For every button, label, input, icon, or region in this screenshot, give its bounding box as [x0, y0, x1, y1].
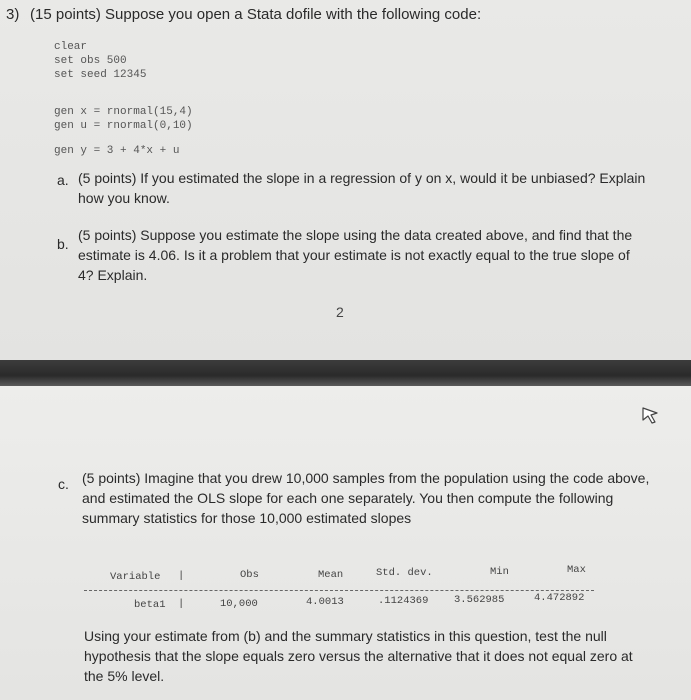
- part-b-text: [78, 225, 632, 285]
- part-c-text: [82, 468, 649, 528]
- table-separator-line: [84, 590, 594, 591]
- mouse-pointer-icon: [640, 404, 662, 426]
- code-line-5: gen u = rnormal(0,10): [54, 120, 193, 132]
- part-c-label: c.: [58, 476, 69, 492]
- part-b-label: b.: [57, 236, 69, 252]
- table-header-min: Min: [490, 566, 509, 578]
- question-number: 3): [6, 6, 20, 23]
- part-b-line-3: 4? Explain.: [78, 267, 148, 283]
- part-b-line-2: estimate is 4.06. Is it a problem that your estimate is not exactly equal to the true slope of: [78, 247, 630, 263]
- table-cell-std-dev: .1124369: [378, 595, 429, 607]
- part-a-label: a.: [57, 172, 69, 188]
- part-c-line-2: and estimated the OLS slope for each one separately. You then compute the following: [82, 490, 614, 506]
- table-header-obs: Obs: [240, 569, 259, 581]
- closing-line-2: hypothesis that the slope equals zero versus the alternative that it does not equal zero at: [84, 648, 633, 664]
- code-line-3: set seed 12345: [54, 69, 147, 81]
- table-cell-variable: beta1: [134, 599, 166, 611]
- closing-line-3: the 5% level.: [84, 668, 165, 684]
- closing-text: [84, 626, 633, 686]
- page-divider: [0, 360, 691, 386]
- table-cell-obs: 10,000: [220, 598, 258, 610]
- table-header-std-dev: Std. dev.: [376, 567, 433, 579]
- question-header: (15 points) Suppose you open a Stata dofile with the following code:: [30, 6, 482, 23]
- table-cell-min: 3.562985: [454, 594, 505, 606]
- table-row-separator: |: [178, 598, 185, 610]
- code-line-2: set obs 500: [54, 55, 127, 67]
- part-a-line-1: (5 points) If you estimated the slope in a regression of y on x, would it be unbiased? Explain: [78, 170, 646, 186]
- table-header-mean: Mean: [318, 569, 344, 581]
- code-line-1: clear: [54, 41, 88, 53]
- table-header-variable: Variable: [110, 571, 161, 583]
- part-a-line-2: how you know.: [78, 190, 170, 206]
- part-a-text: [78, 168, 645, 208]
- table-header-max: Max: [567, 564, 586, 576]
- part-b-line-1: (5 points) Suppose you estimate the slope using the data created above, and find that the: [78, 227, 633, 243]
- part-c-line-1: (5 points) Imagine that you drew 10,000 samples from the population using the code above,: [82, 470, 650, 486]
- part-c-line-3: summary statistics for those 10,000 estimated slopes: [82, 510, 412, 526]
- closing-line-1: Using your estimate from (b) and the summary statistics in this question, test the null: [84, 628, 607, 644]
- table-cell-mean: 4.0013: [306, 596, 344, 608]
- page-number: 2: [336, 304, 344, 320]
- table-header-separator: |: [178, 570, 185, 582]
- table-cell-max: 4.472892: [534, 592, 585, 604]
- code-line-4: gen x = rnormal(15,4): [54, 106, 193, 118]
- code-line-6: gen y = 3 + 4*x + u: [54, 145, 180, 157]
